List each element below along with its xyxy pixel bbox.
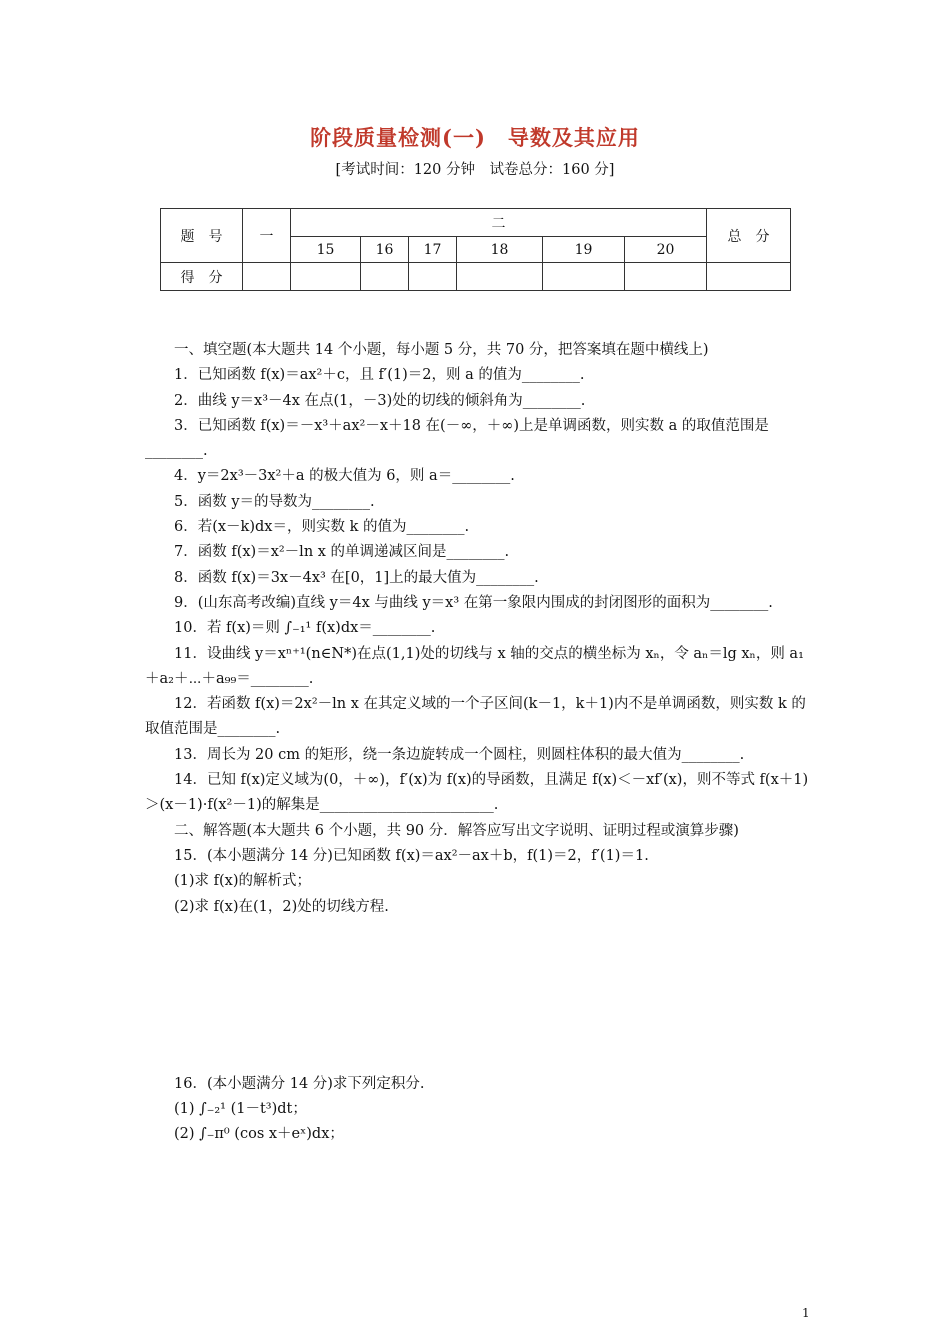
q-number: 15: [291, 237, 361, 263]
question-text: 16．(本小题满分 14 分)求下列定积分.: [174, 1075, 425, 1092]
question-text: 4．y＝2x³－3x²＋a 的极大值为 6，则 a＝________.: [174, 468, 515, 485]
score-cell: [409, 263, 457, 291]
question-text: 10．若 f(x)＝则 ∫₋₁¹ f(x)dx＝________.: [174, 620, 436, 637]
sub-question: (1)求 f(x)的解析式；: [174, 873, 312, 890]
score-cell: [625, 263, 707, 291]
q-number: 16: [361, 237, 409, 263]
q-number: 19: [543, 237, 625, 263]
question-text: 5．函数 y＝的导数为________.: [174, 493, 375, 510]
score-table: [160, 208, 791, 291]
question-text: 3．已知函数 f(x)＝－x³＋ax²－x＋18 在(－∞，＋∞)上是单调函数，则实数 a 的取值范围是________.: [145, 417, 769, 460]
page-number: 1: [802, 1306, 810, 1320]
question-text: 14．已知 f(x)定义域为(0，＋∞)，f′(x)为 f(x)的导函数，且满足 f(x)＜－xf′(x)，则不等式 f(x＋1)＞(x－1)·f(x²－1)的解集是________________________.: [145, 772, 809, 814]
score-cell: [543, 263, 625, 291]
question-label: 题 号: [161, 209, 243, 263]
score-cell: [291, 263, 361, 291]
total-header: 总 分: [707, 209, 791, 263]
q-number: 20: [625, 237, 707, 263]
page-title: 阶段质量检测(一) 导数及其应用: [310, 125, 640, 150]
question-text: 12．若函数 f(x)＝2x²－ln x 在其定义域的一个子区间(k－1，k＋1)内不是单调函数，则实数 k 的取值范围是________.: [145, 696, 806, 738]
section-heading: 二、解答题(本大题共 6 个小题，共 90 分．解答应写出文字说明、证明过程或演算步骤): [174, 822, 739, 839]
question-text: 7．函数 f(x)＝x²－ln x 的单调递减区间是________.: [174, 544, 510, 561]
part1-header: 一: [243, 209, 291, 263]
sub-question: (1) ∫₋₂¹ (1－t³)dt；: [174, 1101, 307, 1118]
question-text: 11．设曲线 y＝xⁿ⁺¹(n∈N*)在点(1,1)处的切线与 x 轴的交点的横坐标为 xₙ，令 aₙ＝lg xₙ，则 a₁＋a₂＋⋯＋a₉₉＝________.: [145, 645, 804, 687]
question-text: 9．(山东高考改编)直线 y＝4x 与曲线 y＝x³ 在第一象限内围成的封闭图形的面积为________.: [174, 594, 773, 611]
score-cell: [707, 263, 791, 291]
answer-space: [145, 920, 810, 1072]
section-heading: 一、填空题(本大题共 14 个小题，每小题 5 分，共 70 分，把答案填在题中横线上): [174, 342, 709, 358]
sub-question: (2)求 f(x)在(1，2)处的切线方程.: [174, 898, 389, 915]
question-text: 13．周长为 20 cm 的矩形，绕一条边旋转成一个圆柱，则圆柱体积的最大值为________.: [174, 746, 745, 763]
q-number: 18: [457, 237, 543, 263]
question-text: 6．若(x－k)dx＝，则实数 k 的值为________.: [174, 519, 470, 536]
question-text: 2．曲线 y＝x³－4x 在点(1，－3)处的切线的倾斜角为________.: [174, 392, 586, 409]
exam-info: [考试时间：120 分钟 试卷总分：160 分]: [335, 162, 615, 178]
score-cell: [243, 263, 291, 291]
score-label: 得 分: [161, 263, 243, 291]
part2-header: 二: [291, 209, 707, 237]
question-text: 1．已知函数 f(x)＝ax²＋c，且 f′(1)＝2，则 a 的值为________.: [174, 367, 585, 384]
q-number: 17: [409, 237, 457, 263]
question-body: [145, 338, 810, 1148]
question-text: 15．(本小题满分 14 分)已知函数 f(x)＝ax²－ax＋b，f(1)＝2，f′(1)＝1.: [174, 847, 649, 864]
score-cell: [457, 263, 543, 291]
sub-question: (2) ∫₋π⁰ (cos x＋eˣ)dx；: [174, 1126, 344, 1143]
question-text: 8．函数 f(x)＝3x－4x³ 在[0，1]上的最大值为________.: [174, 569, 539, 586]
score-cell: [361, 263, 409, 291]
